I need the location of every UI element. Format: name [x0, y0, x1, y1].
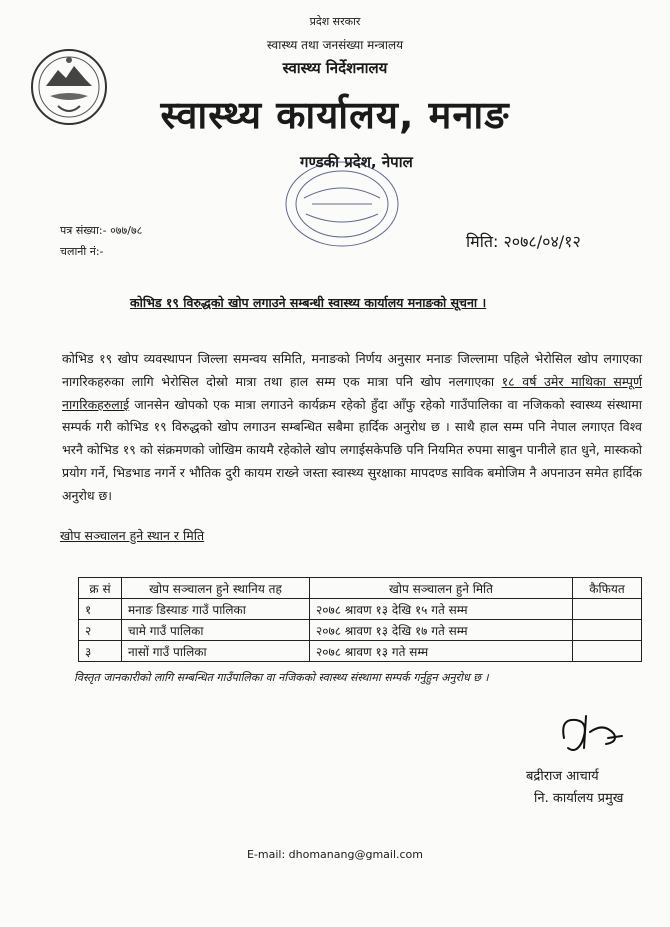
- office-stamp: [282, 158, 402, 250]
- table-row: [79, 599, 642, 620]
- vaccination-schedule-table: [78, 577, 642, 662]
- reference-number: पत्र संख्या:- ०७७/७८: [60, 224, 143, 237]
- body-text-part2: जानसेन खोपको एक मात्रा लगाउने कार्यक्रम रहेको हुँदा आँफु रहेको गाउँपालिका वा नजिकको स्वास्थ्य संस्थामा सम्पर्क गरी कोभिड १९ विरुद्धको खोप लगाउन सम्बन्धित सबैमा हार्दिक अनुरोध छ । साथै हाल सम्म पनि नेपाल लगाएत विश्व भरनै कोभिड १९ को संक्रमणको जोखिम कायमै रहेकोले खोप लगाईसकेपछि पनि नियमित रुपमा साबुन पानीले हात धुने, मास्कको प्रयोग गर्ने, भिडभाड नगर्ने र भौतिक दुरी कायम राख्ने जस्ता स्वास्थ्य सुरक्षाका मापदण्ड साविक बमोजिम नै अपनाउन समेत हार्दिक अनुरोध छ।: [62, 396, 642, 503]
- ministry-line: स्वास्थ्य तथा जनसंख्या मन्त्रालय: [266, 38, 404, 52]
- cell-local-level: नासों गाउँ पालिका: [122, 641, 310, 662]
- cell-local-level: चामे गाउँ पालिका: [122, 620, 310, 641]
- table-row: [79, 620, 642, 641]
- office-title: स्वास्थ्य कार्यालय, मनाङ: [160, 93, 510, 137]
- government-line: प्रदेश सरकार: [309, 15, 361, 28]
- cell-serial: १: [79, 599, 122, 620]
- directorate-line: स्वास्थ्य निर्देशनालय: [282, 59, 388, 77]
- notice-body: [62, 348, 642, 508]
- cell-date: २०७८ श्रावण १३ गते सम्म: [310, 641, 573, 662]
- table-header-row: [79, 578, 642, 599]
- body-text-part1: कोभिड १९ खोप व्यवस्थापन जिल्ला समन्वय समिति, मनाङको निर्णय अनुसार मनाङ जिल्लामा पहिले भेरोसिल खोप लगाएका नागरिकहरुका लागि भेरोसिल दोस्रो मात्रा तथा हाल सम्म एक मात्रा पनि खोप नलगाएका: [62, 351, 642, 389]
- letter-date: मिति: २०७८/०४/१२: [466, 232, 581, 251]
- cell-remarks: [573, 641, 642, 662]
- header-remarks: कैफियत: [573, 578, 642, 599]
- schedule-heading: खोप सञ्चालन हुने स्थान र मिति: [60, 528, 205, 543]
- signature-mark: [556, 708, 626, 760]
- header-serial: क्र सं: [79, 578, 122, 599]
- province-line: गण्डकी प्रदेश, नेपाल: [300, 153, 413, 171]
- cell-remarks: [573, 599, 642, 620]
- notice-subject: कोभिड १९ विरुद्धको खोप लगाउने सम्बन्धी स्वास्थ्य कार्यालय मनाङको सूचना ।: [130, 295, 487, 310]
- cell-date: २०७८ श्रावण १३ देखि १७ गते सम्म: [310, 620, 573, 641]
- cell-local-level: मनाङ डिस्याङ गाउँ पालिका: [122, 599, 310, 620]
- body-text-underlined: १८ वर्ष उमेर माथिका सम्पूर्ण नागरिकहरुलाई: [62, 373, 643, 412]
- contact-email: E-mail: dhomanang@gmail.com: [246, 848, 424, 861]
- signer-name: बद्रीराज आचार्य: [526, 769, 599, 784]
- header-date: खोप सञ्चालन हुने मिति: [310, 578, 573, 599]
- cell-serial: २: [79, 620, 122, 641]
- header-local-level: खोप सञ्चालन हुने स्थानिय तह: [122, 578, 310, 599]
- dispatch-number: चलानी नं:-: [60, 245, 104, 258]
- footnote: विस्तृत जानकारीको लागि सम्बन्धित गाउँपालिका वा नजिकको स्वास्थ्य संस्थामा सम्पर्क गर्नुहुन अनुरोध छ ।: [74, 671, 489, 684]
- cell-serial: ३: [79, 641, 122, 662]
- cell-remarks: [573, 620, 642, 641]
- signer-title: नि. कार्यालय प्रमुख: [534, 791, 624, 806]
- cell-date: २०७८ श्रावण १३ देखि १५ गते सम्म: [310, 599, 573, 620]
- table-row: [79, 641, 642, 662]
